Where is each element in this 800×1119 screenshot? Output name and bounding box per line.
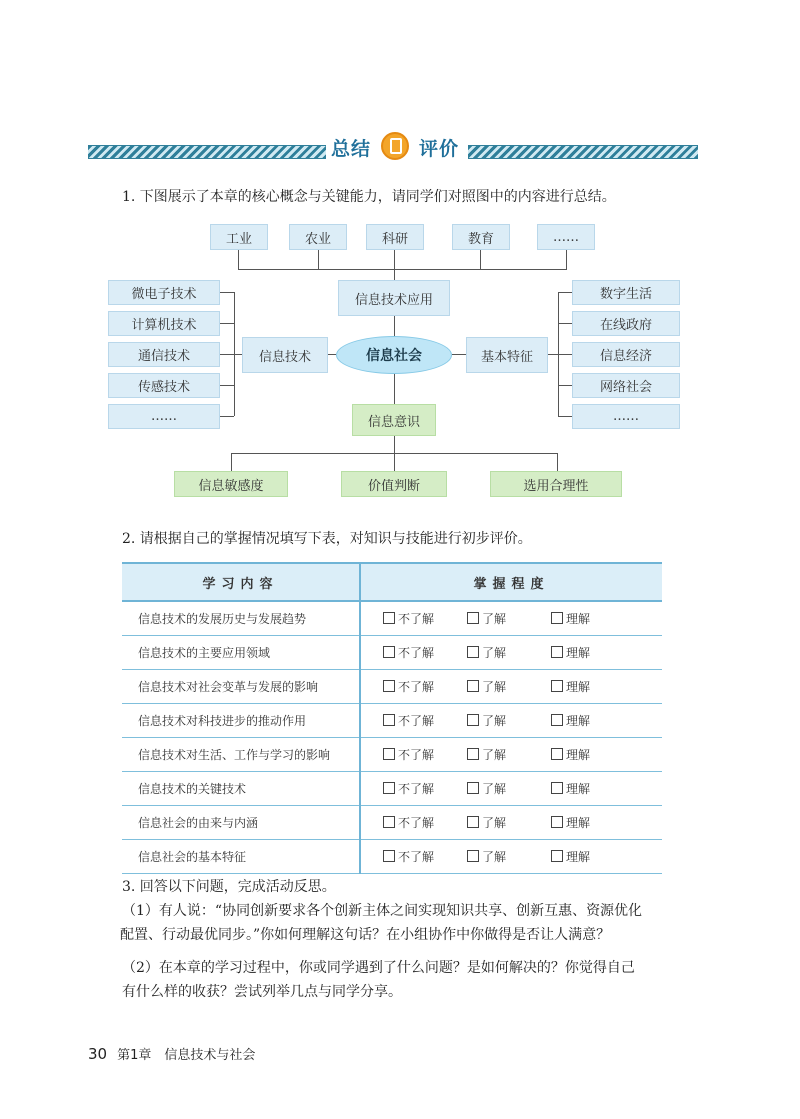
header-band-left <box>88 145 326 159</box>
row-learning-item: 信息技术对科技进步的推动作用 <box>122 704 360 738</box>
connector <box>566 250 567 270</box>
reflection-paragraph-1 <box>122 899 722 947</box>
connector <box>238 269 567 270</box>
node-basic-features: 基本特征 <box>466 337 548 373</box>
mastery-option[interactable] <box>551 814 635 831</box>
question-1: 1. 下图展示了本章的核心概念与关键能力，请同学们对照图中的内容进行总结。 <box>122 189 616 205</box>
mastery-option[interactable] <box>551 610 635 627</box>
row-mastery-options <box>360 601 662 636</box>
connector <box>558 354 572 355</box>
mastery-option[interactable] <box>383 814 467 831</box>
mastery-option[interactable] <box>467 780 551 797</box>
top-item-industry: 工业 <box>210 224 268 250</box>
mastery-option[interactable] <box>551 644 635 661</box>
row-mastery-options <box>360 704 662 738</box>
top-item-more: …… <box>537 224 595 250</box>
row-learning-item: 信息社会的由来与内涵 <box>122 806 360 840</box>
checkbox-icon[interactable] <box>551 748 563 760</box>
right-item-digital-life: 数字生活 <box>572 280 680 305</box>
node-it-application: 信息技术应用 <box>338 280 450 316</box>
connector <box>557 453 558 471</box>
right-item-more: …… <box>572 404 680 429</box>
connector <box>231 453 232 471</box>
paragraph-2-line-1: （2）在本章的学习过程中，你或同学遇到了什么问题？是如何解决的？你觉得自己 <box>122 960 635 976</box>
table-row <box>122 601 662 636</box>
mastery-option[interactable] <box>551 780 635 797</box>
node-info-awareness: 信息意识 <box>352 404 436 436</box>
connector <box>394 372 395 404</box>
connector <box>238 250 239 270</box>
mastery-option[interactable] <box>383 678 467 695</box>
row-mastery-options <box>360 636 662 670</box>
connector <box>558 385 572 386</box>
connector <box>220 416 234 417</box>
question-3: 3. 回答以下问题，完成活动反思。 <box>122 879 336 895</box>
option-label: 理解 <box>566 816 591 830</box>
checkbox-icon[interactable] <box>467 782 479 794</box>
mastery-option[interactable] <box>467 610 551 627</box>
top-item-research: 科研 <box>366 224 424 250</box>
checkbox-icon[interactable] <box>467 612 479 624</box>
table-row <box>122 738 662 772</box>
row-mastery-options <box>360 840 662 874</box>
mastery-option[interactable] <box>551 746 635 763</box>
connector <box>220 292 234 293</box>
mastery-option[interactable] <box>551 678 635 695</box>
connector <box>234 354 242 355</box>
row-learning-item: 信息技术的关键技术 <box>122 772 360 806</box>
checkbox-icon[interactable] <box>551 612 563 624</box>
header-learning-content: 学习内容 <box>122 563 360 601</box>
row-learning-item: 信息技术的主要应用领域 <box>122 636 360 670</box>
connector <box>558 416 572 417</box>
row-mastery-options <box>360 772 662 806</box>
right-item-online-gov: 在线政府 <box>572 311 680 336</box>
mastery-option[interactable] <box>467 712 551 729</box>
left-item-computer: 计算机技术 <box>108 311 220 336</box>
connector <box>318 250 319 270</box>
mastery-option[interactable] <box>383 610 467 627</box>
row-mastery-options <box>360 806 662 840</box>
row-mastery-options <box>360 738 662 772</box>
checkbox-icon[interactable] <box>551 646 563 658</box>
checkbox-icon[interactable] <box>467 748 479 760</box>
left-item-microelectronics: 微电子技术 <box>108 280 220 305</box>
row-mastery-options <box>360 670 662 704</box>
row-learning-item: 信息技术对生活、工作与学习的影响 <box>122 738 360 772</box>
table-row <box>122 840 662 874</box>
option-label: 理解 <box>566 748 591 762</box>
chapter-title: 第1章 信息技术与社会 <box>117 1048 256 1063</box>
option-label: 不了解 <box>398 612 435 626</box>
page-footer <box>88 1044 255 1063</box>
checkbox-icon[interactable] <box>383 782 395 794</box>
mastery-option[interactable] <box>467 678 551 695</box>
checkbox-icon[interactable] <box>383 714 395 726</box>
checkbox-icon[interactable] <box>383 680 395 692</box>
checkbox-icon[interactable] <box>467 816 479 828</box>
option-label: 了解 <box>482 680 507 694</box>
checkbox-icon[interactable] <box>467 714 479 726</box>
row-learning-item: 信息技术对社会变革与发展的影响 <box>122 670 360 704</box>
reflection-paragraph-2 <box>122 956 722 1004</box>
option-label: 理解 <box>566 714 591 728</box>
option-label: 了解 <box>482 850 507 864</box>
header-summary-title: 总结 <box>331 138 372 160</box>
top-item-education: 教育 <box>452 224 510 250</box>
table-row <box>122 704 662 738</box>
question-2: 2. 请根据自己的掌握情况填写下表，对知识与技能进行初步评价。 <box>122 531 532 547</box>
option-label: 了解 <box>482 748 507 762</box>
mastery-option[interactable] <box>383 712 467 729</box>
checkbox-icon[interactable] <box>467 646 479 658</box>
table-row <box>122 772 662 806</box>
connector <box>558 292 572 293</box>
connector <box>548 354 558 355</box>
table-header-row <box>122 563 662 601</box>
mastery-option[interactable] <box>551 848 635 865</box>
connector <box>220 323 234 324</box>
table-row <box>122 636 662 670</box>
option-label: 了解 <box>482 816 507 830</box>
checkbox-icon[interactable] <box>551 680 563 692</box>
bottom-item-sensitivity: 信息敏感度 <box>174 471 288 497</box>
mastery-option[interactable] <box>467 746 551 763</box>
option-label: 理解 <box>566 646 591 660</box>
right-item-network-society: 网络社会 <box>572 373 680 398</box>
checkbox-icon[interactable] <box>383 850 395 862</box>
connector <box>452 354 466 355</box>
row-learning-item: 信息社会的基本特征 <box>122 840 360 874</box>
mastery-option[interactable] <box>383 848 467 865</box>
connector <box>328 354 336 355</box>
left-item-communication: 通信技术 <box>108 342 220 367</box>
left-item-more: …… <box>108 404 220 429</box>
page-number: 30 <box>88 1045 108 1063</box>
bottom-item-rationality: 选用合理性 <box>490 471 622 497</box>
checkbox-icon[interactable] <box>383 816 395 828</box>
mastery-option[interactable] <box>467 848 551 865</box>
option-label: 了解 <box>482 612 507 626</box>
option-label: 理解 <box>566 850 591 864</box>
paragraph-1-line-2: 配置、行动最优同步。”你如何理解这句话？在小组协作中你做得是否让人满意？ <box>120 927 611 943</box>
checkbox-icon[interactable] <box>551 782 563 794</box>
header-mastery-level: 掌握程度 <box>360 563 662 601</box>
table-row <box>122 670 662 704</box>
option-label: 不了解 <box>398 748 435 762</box>
checkbox-icon[interactable] <box>383 612 395 624</box>
option-label: 不了解 <box>398 714 435 728</box>
option-label: 理解 <box>566 782 591 796</box>
connector <box>394 453 395 471</box>
mastery-option[interactable] <box>467 644 551 661</box>
connector <box>394 250 395 280</box>
document-icon <box>381 132 409 160</box>
checkbox-icon[interactable] <box>551 816 563 828</box>
option-label: 不了解 <box>398 850 435 864</box>
evaluation-table <box>122 562 662 874</box>
checkbox-icon[interactable] <box>467 850 479 862</box>
option-label: 理解 <box>566 680 591 694</box>
header-evaluation-title: 评价 <box>419 138 460 160</box>
header-band-right <box>468 145 698 159</box>
mastery-option[interactable] <box>467 814 551 831</box>
connector <box>220 385 234 386</box>
mastery-option[interactable] <box>551 712 635 729</box>
mastery-option[interactable] <box>383 746 467 763</box>
checkbox-icon[interactable] <box>383 646 395 658</box>
bottom-item-value-judgment: 价值判断 <box>341 471 447 497</box>
right-item-info-economy: 信息经济 <box>572 342 680 367</box>
mastery-option[interactable] <box>383 644 467 661</box>
table-row <box>122 806 662 840</box>
option-label: 不了解 <box>398 680 435 694</box>
paragraph-2-line-2: 有什么样的收获？尝试列举几点与同学分享。 <box>122 984 402 1000</box>
node-it: 信息技术 <box>242 337 328 373</box>
option-label: 不了解 <box>398 646 435 660</box>
connector <box>480 250 481 270</box>
connector <box>394 316 395 336</box>
left-item-sensing: 传感技术 <box>108 373 220 398</box>
checkbox-icon[interactable] <box>383 748 395 760</box>
option-label: 了解 <box>482 714 507 728</box>
node-info-society: 信息社会 <box>336 336 452 374</box>
option-label: 了解 <box>482 646 507 660</box>
row-learning-item: 信息技术的发展历史与发展趋势 <box>122 601 360 636</box>
connector <box>558 323 572 324</box>
checkbox-icon[interactable] <box>551 714 563 726</box>
connector <box>220 354 234 355</box>
mastery-option[interactable] <box>383 780 467 797</box>
connector <box>394 436 395 454</box>
checkbox-icon[interactable] <box>467 680 479 692</box>
top-item-agriculture: 农业 <box>289 224 347 250</box>
option-label: 了解 <box>482 782 507 796</box>
option-label: 不了解 <box>398 816 435 830</box>
option-label: 理解 <box>566 612 591 626</box>
paragraph-1-line-1: （1）有人说：“协同创新要求各个创新主体之间实现知识共享、创新互惠、资源优化 <box>122 903 643 919</box>
option-label: 不了解 <box>398 782 435 796</box>
checkbox-icon[interactable] <box>551 850 563 862</box>
